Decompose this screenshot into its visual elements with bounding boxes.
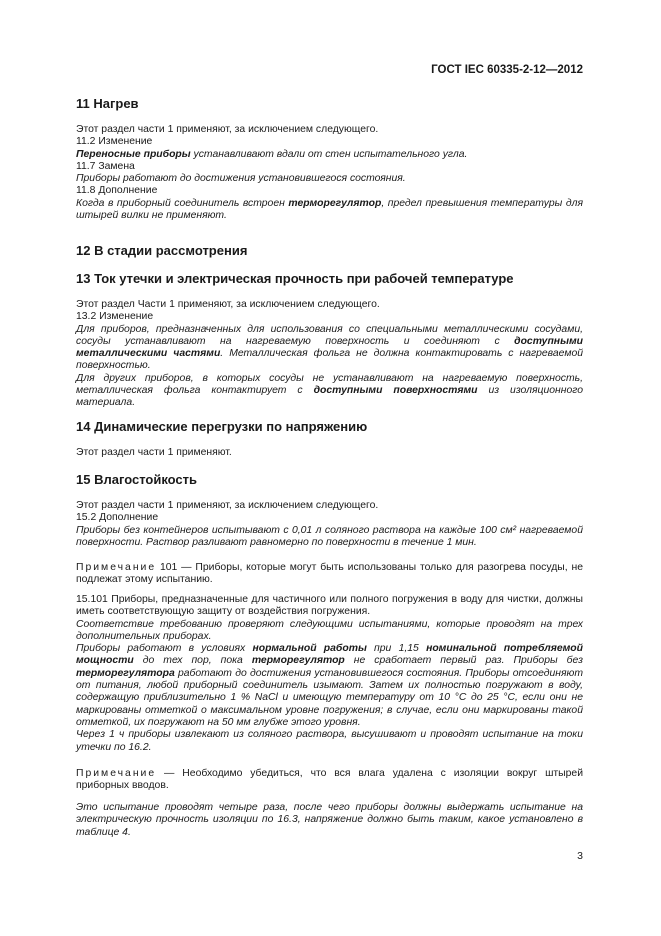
compliance-check: Соответствие требованию проверяют следующими испытаниями, которые проводят на трех дополнительных приборах. [76, 618, 583, 642]
standard-header: ГОСТ IEC 60335-2-12—2012 [431, 64, 583, 76]
term-thermostat: терморегулятор [288, 197, 382, 209]
test-c: при 1,15 [366, 643, 427, 655]
page-number: 3 [577, 850, 583, 862]
test-i: работают до достижения установившегося состояния. Приборы отсоединяют от питания, любой приборный соединитель изымают. Затем их полностью погружают в воду, содержащую приблизительно 1 % NaCl и имеющую температуру от 10 °С до 25 °С, если они не маркированы отметкой о максимальном уровне погружения; в случае, если они маркированы такой отметкой, их погружают на 50 мм глубже этого уровня. [76, 667, 583, 728]
leakage-test-text: Через 1 ч приборы извлекают из соляного раствора, высушивают и проводят испытание на токи утечки по 16.2. [76, 729, 583, 753]
clause-11-7-head: 11.7 Замена [76, 160, 135, 172]
clause-13-2-p1-a: Для приборов, предназначенных для использования со специальными металлическими сосудами, сосуды устанавливают на нагреваемую поверхность и соединяют с [76, 323, 583, 347]
section-13-intro: Этот раздел Части 1 применяют, за исключением следующего. [76, 299, 380, 310]
section-11-intro: Этот раздел части 1 применяют, за исключением следующего. [76, 124, 379, 135]
clause-13-2-p2-c: из изоляционного материала. [76, 385, 584, 409]
repeat-test [76, 802, 583, 839]
clause-15-101-text: 15.101 Приборы, предназначенные для частичного или полного погружения в воду для чистки, должны иметь соответствующую защиту от воздействия погружения. [76, 594, 583, 618]
clause-11-8-a: Когда в приборный соединитель встроен [76, 197, 289, 209]
note-101-label: Примечание [76, 562, 157, 573]
test-procedure [76, 643, 583, 729]
repeat-test-text: Это испытание проводят четыре раза, после чего приборы должны выдержать испытание на электрическую прочность изоляции по 16.3, напряжение должно быть таким, какое установлено в таблице 4. [76, 802, 583, 838]
clause-13-2-p2 [76, 373, 583, 410]
term-thermostat-3: терморегулятора [76, 667, 175, 679]
clause-11-2-text [76, 149, 583, 161]
term-thermostat-2: терморегулятор [251, 655, 345, 667]
section-15-intro: Этот раздел части 1 применяют, за исключением следующего. [76, 500, 379, 511]
section-14-intro: Этот раздел части 1 применяют. [76, 447, 232, 458]
note-moisture [76, 768, 583, 793]
clause-13-2-p1-c: . Металлическая фольга не должна контактировать с нагреваемой поверхностью. [76, 348, 583, 372]
clause-15-2-head: 15.2 Дополнение [76, 512, 159, 524]
clause-11-8-c: , предел превышения температуры для штырей вилки не применяют. [76, 197, 583, 222]
clause-13-2-p2-a: Для других приборов, в которых сосуды не устанавливают на нагреваемую поверхность, металлическая фольга контактирует с [76, 372, 583, 397]
term-accessible-surfaces: доступными поверхностями [313, 385, 478, 397]
clause-11-8-text [76, 198, 583, 223]
section-13-title: 13 Ток утечки и электрическая прочность при рабочей температуре [76, 271, 514, 286]
clause-11-8-head: 11.8 Дополнение [76, 185, 158, 197]
clause-15-2-p1: Приборы без контейнеров испытывают с 0,01 л соляного раствора на каждые 100 см² нагреваемой поверхности. Раствор разливают равномерно по поверхности в течение 1 мин. [76, 524, 583, 548]
clause-11-2-rest: устанавливают вдали от стен испытательного угла. [190, 148, 468, 160]
clause-15-101 [76, 594, 583, 754]
section-14-body [76, 447, 583, 459]
note-2-label: Примечание [76, 768, 157, 779]
note-101 [76, 562, 583, 587]
section-12-title: 12 В стадии рассмотрения [76, 243, 248, 258]
term-normal-operation: нормальной работы [252, 643, 367, 655]
note-2-text: — Необходимо убедиться, что вся влага удалена с изоляции вокруг штырей приборных вводов. [76, 768, 583, 792]
clause-11-7-text: Приборы работают до достижения установившегося состояния. [76, 173, 406, 185]
clause-13-2-p1 [76, 324, 583, 373]
term-portable: Переносные приборы [76, 148, 191, 160]
test-a: Приборы работают в условиях [76, 643, 253, 655]
clause-13-2-head: 13.2 Изменение [76, 311, 154, 323]
section-15-title: 15 Влагостойкость [76, 472, 198, 487]
clause-11-2-head: 11.2 Изменение [76, 136, 153, 148]
section-15-body [76, 500, 583, 549]
term-rated-power-input: номинальной потребляемой мощности [76, 643, 583, 667]
section-11-body [76, 124, 583, 222]
section-13-body [76, 299, 583, 410]
test-e: до тех пор, пока [133, 655, 252, 667]
test-g: не сработает первый раз. Приборы без [344, 655, 583, 667]
section-11-title: 11 Нагрев [76, 96, 139, 111]
term-accessible-metal-parts: доступными металлическими частями [76, 335, 583, 360]
section-14-title: 14 Динамические перегрузки по напряжению [76, 419, 368, 434]
note-101-text: 101 — Приборы, которые могут быть использованы только для разогрева посуды, не подлежат этому испытанию. [76, 562, 583, 586]
